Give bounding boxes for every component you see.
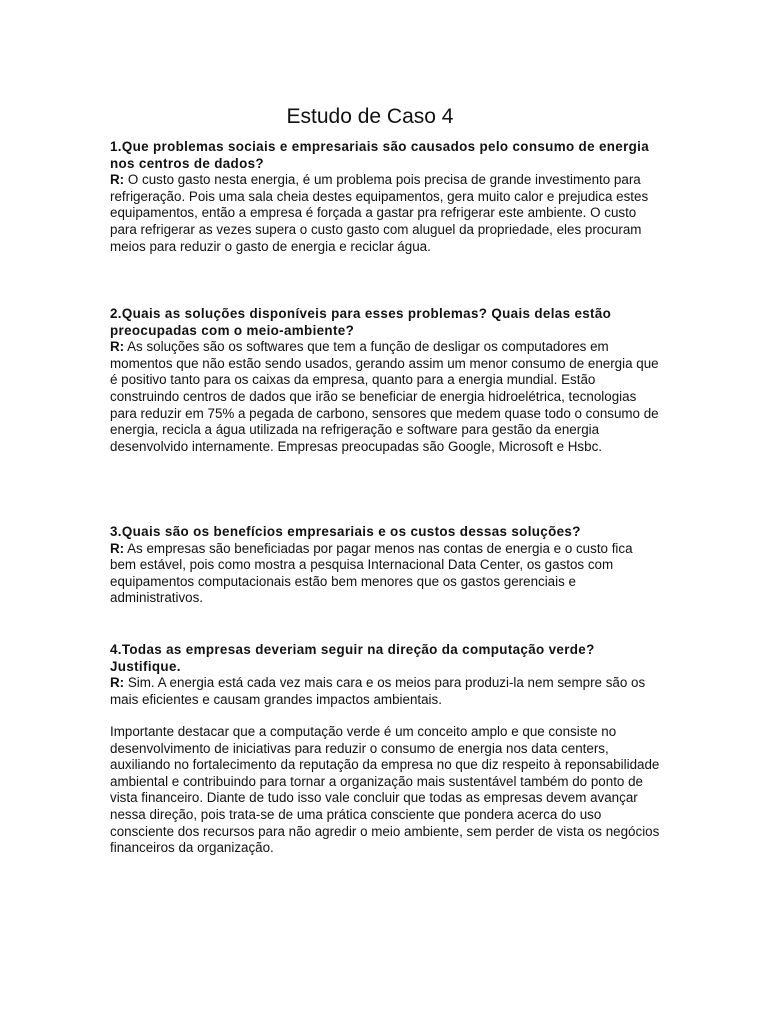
closing-paragraph: Importante destacar que a computação verde é um conceito amplo e que consiste no desenvolvimento de iniciativas para reduzir o consumo de energia nos data centers, auxiliando no fortalecimento da reputação da empresa no que diz respeito à reponsabilidade ambiental e contribuindo para tornar a organização mais sustentável também do ponto de vista financeiro. Diante de tudo isso vale concluir que todas as empresas devem avançar nessa direção, pois trata-se de uma prática consciente que pondera acerca do uso consciente dos recursos para não agredir o meio ambiente, sem perder de vista os negócios financeiros da organização. <box>110 724 660 856</box>
case-section-4 <box>110 642 660 708</box>
case-section-3 <box>110 524 660 607</box>
question-3: 3.Quais são os benefícios empresariais e os custos dessas soluções? <box>110 524 581 539</box>
answer-2 <box>110 339 660 455</box>
answer-text: Sim. A energia está cada vez mais cara e os meios para produzi-la nem sempre são os mais eficientes e causam grandes impactos ambientais. <box>110 675 646 707</box>
case-section-2 <box>110 306 660 455</box>
answer-label: R: <box>110 172 125 188</box>
answer-text: O custo gasto nesta energia, é um problema pois precisa de grande investimento para refrigeração. Pois uma sala cheia destes equipamentos, gera muito calor e prejudica estes equipamentos, então a empresa é forçada a gastar pra refrigerar este ambiente. O custo para refrigerar as vezes supera o custo gasto com aluguel da propriedade, eles procuram meios para reduzir o gasto de energia e reciclar água. <box>110 172 649 254</box>
answer-text: As soluções são os softwares que tem a função de desligar os computadores em momentos que não estão sendo usados, gerando assim um menor consumo de energia que é positivo tanto para os caixas da empresa, quanto para a energia mundial. Estão construindo centros de dados que irão se beneficiar de energia hidroelétrica, tecnologias para reduzir em 75% a pegada de carbono, sensores que medem quase todo o consumo de energia, recicla a água utilizada na refrigeração e software para gestão da energia desenvolvido internamente. Empresas preocupadas são Google, Microsoft e Hsbc. <box>110 339 659 454</box>
question-4: 4.Todas as empresas deveriam seguir na direção da computação verde? Justifique. <box>110 642 595 674</box>
question-1: 1.Que problemas sociais e empresariais são causados pelo consumo de energia nos centros de dados? <box>110 139 650 171</box>
document-title: Estudo de Caso 4 <box>286 105 454 128</box>
answer-label: R: <box>110 339 125 355</box>
answer-label: R: <box>110 540 125 556</box>
answer-text: As empresas são beneficiadas por pagar menos nas contas de energia e o custo fica bem estável, pois como mostra a pesquisa Internacional Data Center, os gastos com equipamentos computacionais estão bem menores que os gastos gerenciais e administrativos. <box>110 540 633 606</box>
answer-1 <box>110 172 660 255</box>
answer-4 <box>110 675 660 708</box>
answer-label: R: <box>110 675 125 691</box>
case-section-1 <box>110 139 660 255</box>
answer-3 <box>110 541 660 607</box>
question-2: 2.Quais as soluções disponíveis para esses problemas? Quais delas estão preocupadas com o meio-ambiente? <box>110 306 612 338</box>
